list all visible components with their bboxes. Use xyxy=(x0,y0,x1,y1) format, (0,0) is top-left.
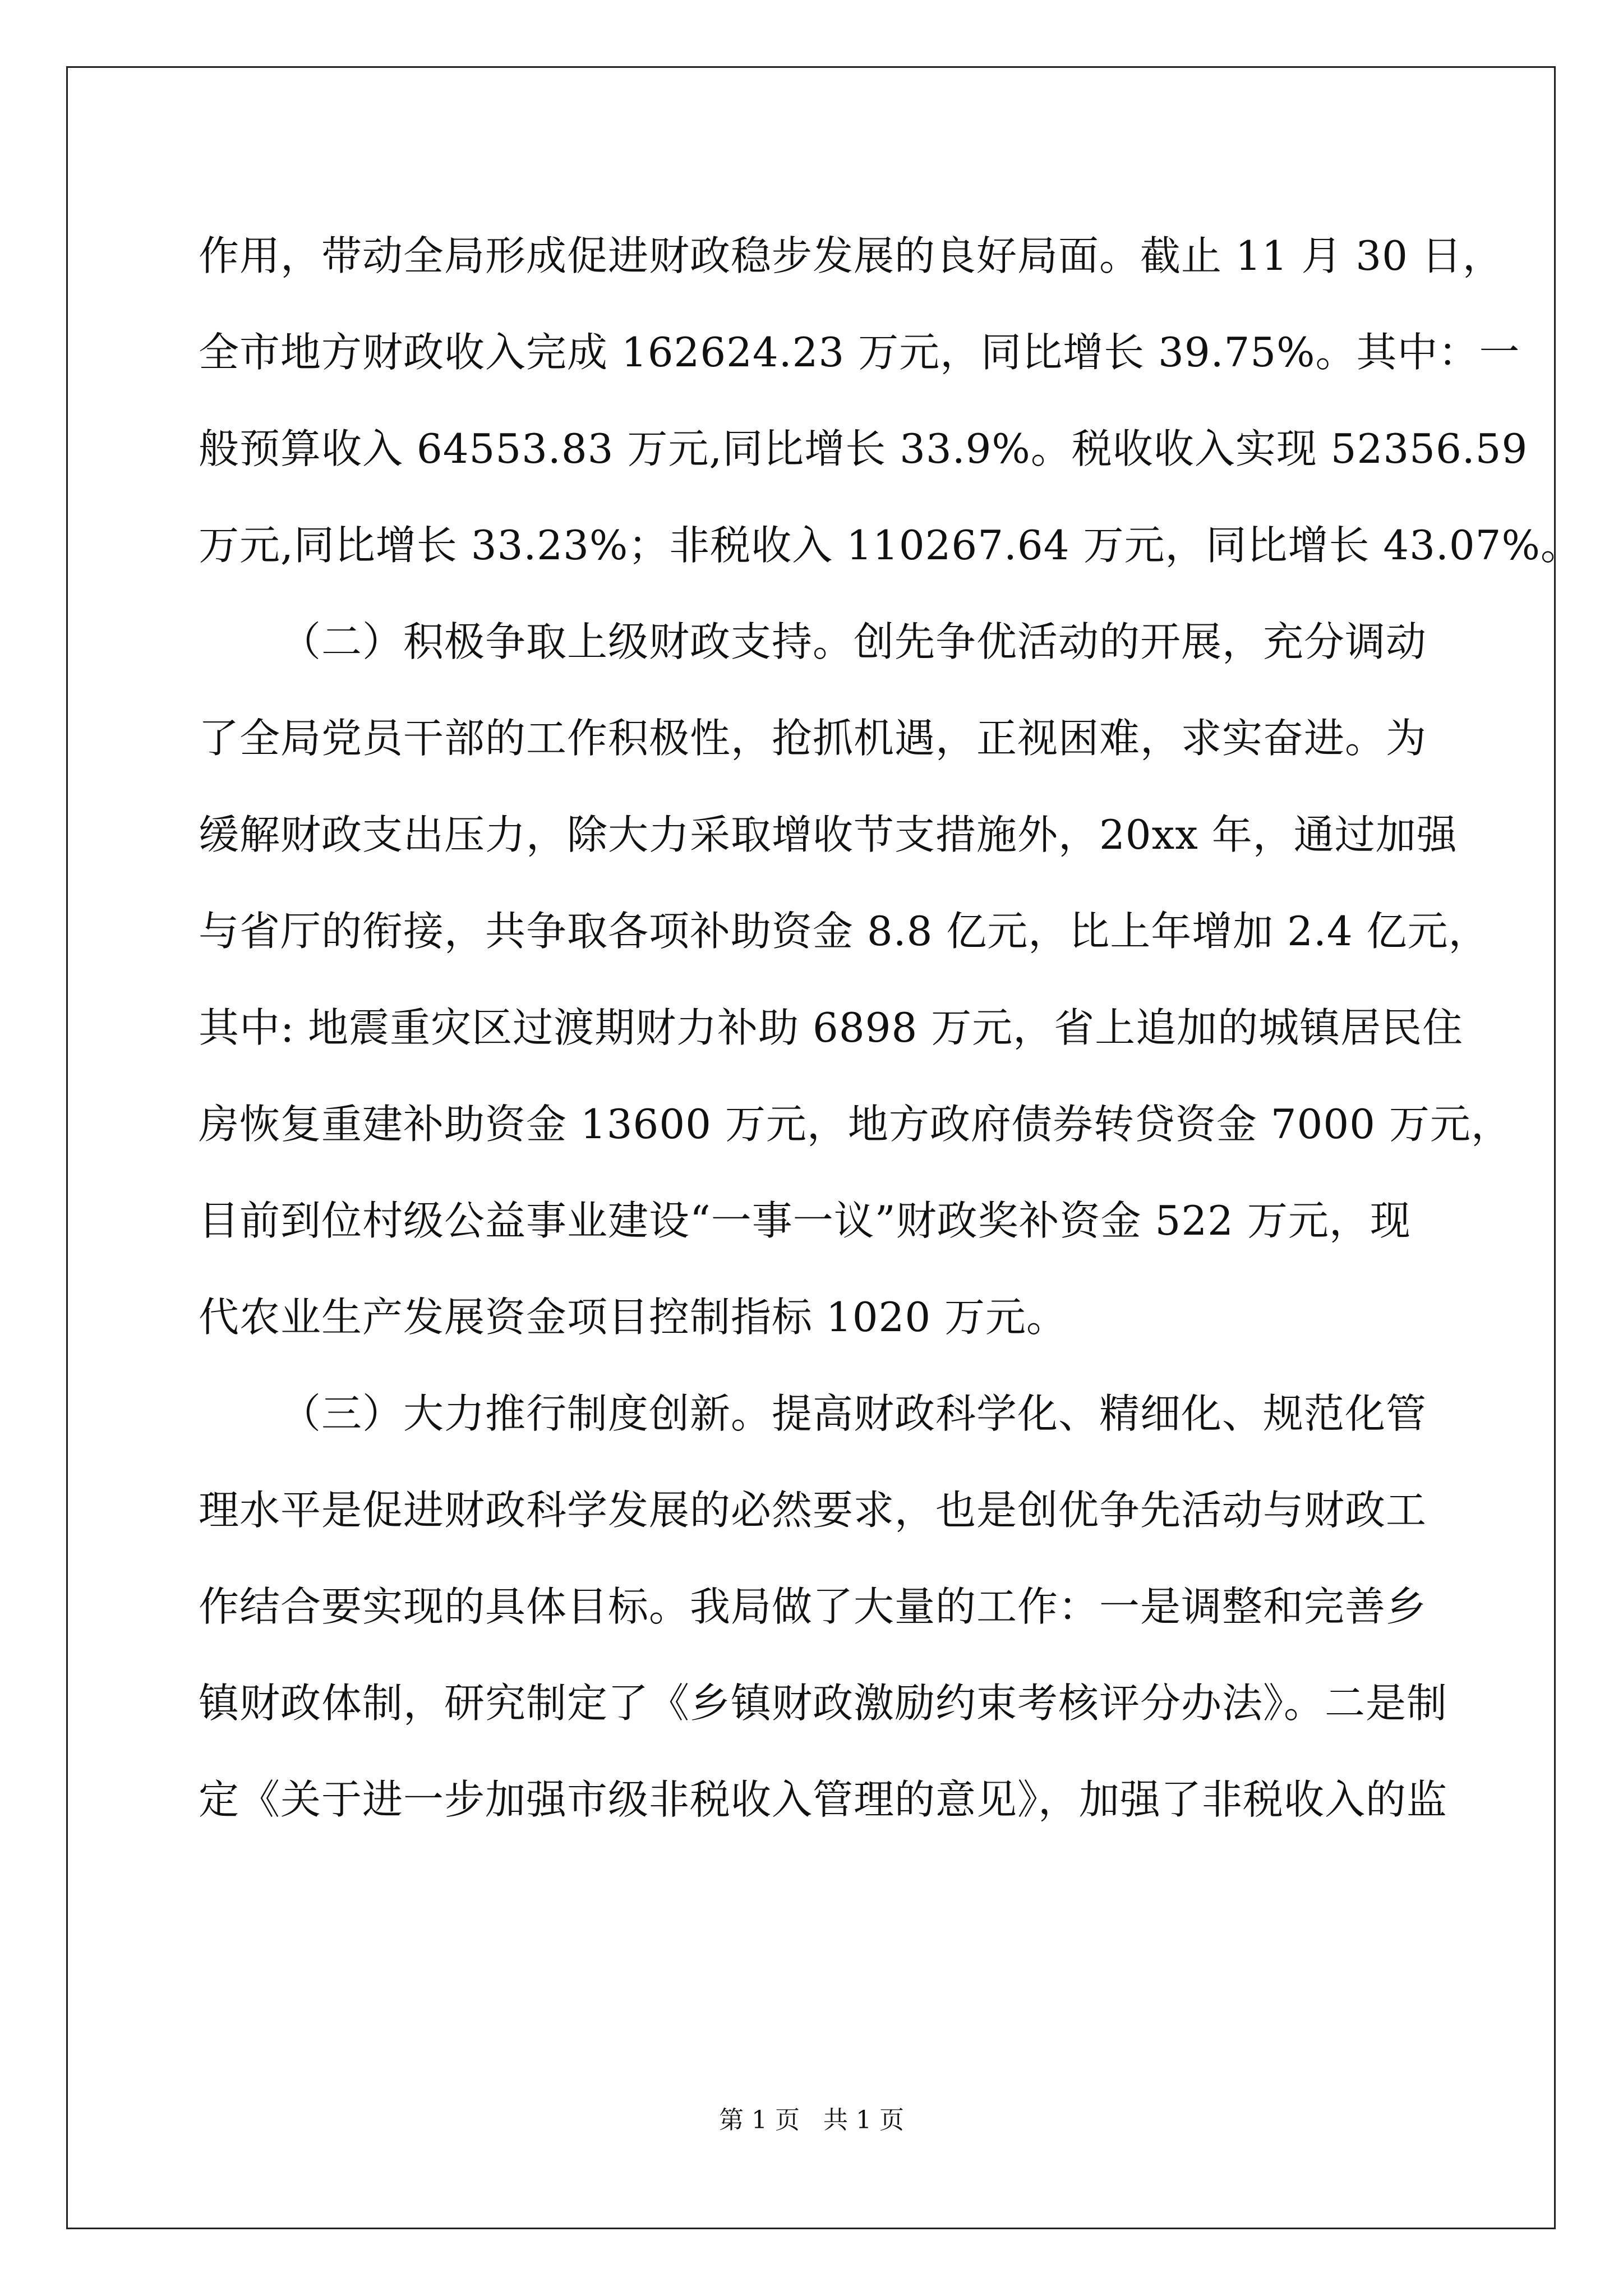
text-line: 缓解财政支出压力，除大力采取增收节支措施外，20xx 年，通过加强 xyxy=(199,811,1458,858)
text-line: 作用，带动全局形成促进财政稳步发展的良好局面。截止 11 月 30 日， xyxy=(199,232,1504,279)
text-line: 其中: 地震重灾区过渡期财力补助 6898 万元，省上追加的城镇居民住 xyxy=(199,1004,1464,1051)
text-line: 目前到位村级公益事业建设“一事一议”财政奖补资金 522 万元，现 xyxy=(199,1197,1411,1244)
page-footer: 第 1 页 共 1 页 xyxy=(719,2106,904,2134)
text-line: 定《关于进一步加强市级非税收入管理的意见》，加强了非税收入的监 xyxy=(199,1776,1448,1823)
text-line: 万元,同比增长 33.23%；非税收入 110267.64 万元，同比增长 43.07%。 xyxy=(199,522,1581,569)
text-line: 理水平是促进财政科学发展的必然要求，也是创优争先活动与财政工 xyxy=(199,1487,1427,1534)
paragraph-start-line: （二）积极争取上级财政支持。创先争优活动的开展，充分调动 xyxy=(280,618,1427,665)
paragraph-start-line: （三）大力推行制度创新。提高财政科学化、精细化、规范化管 xyxy=(280,1390,1427,1437)
text-line: 了全局党员干部的工作积极性，抢抓机遇，正视困难，求实奋进。为 xyxy=(199,715,1427,762)
text-line: 代农业生产发展资金项目控制指标 1020 万元。 xyxy=(199,1294,1068,1341)
text-line: 与省厅的衔接，共争取各项补助资金 8.8 亿元，比上年增加 2.4 亿元， xyxy=(199,908,1490,955)
document-body xyxy=(199,208,1581,1848)
text-line: 作结合要实现的具体目标。我局做了大量的工作：一是调整和完善乡 xyxy=(199,1583,1427,1630)
text-line: 房恢复重建补助资金 13600 万元，地方政府债券转贷资金 7000 万元， xyxy=(199,1101,1512,1148)
text-line: 全市地方财政收入完成 162624.23 万元，同比增长 39.75%。其中：一 xyxy=(199,329,1520,376)
text-line: 般预算收入 64553.83 万元,同比增长 33.9%。税收收入实现 52356.59 xyxy=(199,425,1528,472)
text-line: 镇财政体制，研究制定了《乡镇财政激励约束考核评分办法》。二是制 xyxy=(199,1680,1448,1727)
